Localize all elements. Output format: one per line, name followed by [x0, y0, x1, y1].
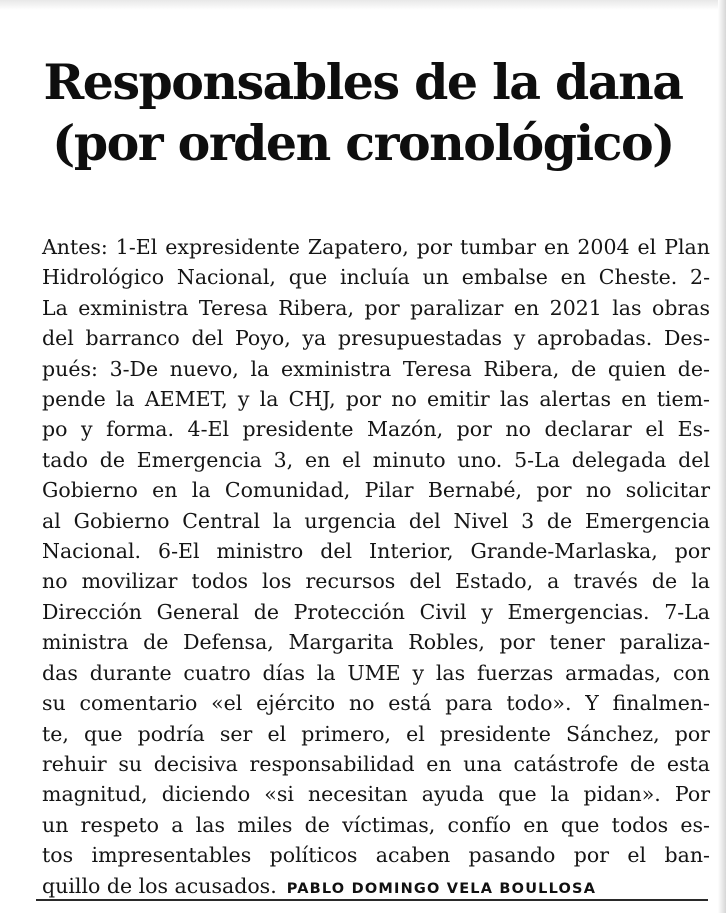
body-line: magnitud, diciendo «si necesitan ayuda que la pidan». Por	[42, 782, 710, 807]
body-line: tado de Emergencia 3, en el minuto uno. 5-La delegada del	[42, 447, 710, 472]
body-line: po y forma. 4-El presidente Mazón, por no declarar el Es-	[42, 417, 710, 442]
body-line: Antes: 1-El expresidente Zapatero, por tumbar en 2004 el Plan	[42, 235, 710, 259]
body-line: un respeto a las miles de víctimas, confío en que todos es-	[42, 812, 710, 837]
body-line: Hidrológico Nacional, que incluía un embalse en Cheste. 2-	[42, 265, 710, 290]
body-line: Dirección General de Protección Civil y Emergencias. 7-La	[42, 599, 710, 624]
body-line: su comentario «el ejército no está para todo». Y finalmen-	[42, 691, 710, 716]
body-line: Nacional. 6-El ministro del Interior, Grande-Marlaska, por	[42, 539, 710, 564]
right-page-edge	[718, 0, 726, 913]
body-line: no movilizar todos los recursos del Estado, a través de la	[42, 569, 710, 594]
body-line: tos impresentables políticos acaben pasando por el ban-	[42, 843, 710, 868]
bottom-rule	[36, 899, 708, 901]
headline-line-2: (por orden cronológico)	[52, 114, 674, 172]
headline	[20, 52, 706, 174]
body-line: rehuir su decisiva responsabilidad en una catástrofe de esta	[42, 751, 710, 776]
top-page-edge	[0, 0, 726, 10]
headline-line-1: Responsables de la dana	[43, 53, 683, 111]
body-line: pués: 3-De nuevo, la exministra Teresa Ribera, de quien de-	[42, 356, 710, 381]
body-line: te, que podría ser el primero, el presidente Sánchez, por	[42, 721, 710, 746]
body-line: Gobierno en la Comunidad, Pilar Bernabé, por no solicitar	[42, 478, 710, 503]
body-line: ministra de Defensa, Margarita Robles, por tener paraliza-	[42, 630, 710, 655]
body-line: al Gobierno Central la urgencia del Nivel 3 de Emergencia	[42, 508, 710, 533]
body-line: pende la AEMET, y la CHJ, por no emitir las alertas en tiem-	[42, 387, 710, 412]
body-line: das durante cuatro días la UME y las fuerzas armadas, con	[42, 660, 710, 685]
body-line: del barranco del Poyo, ya presupuestadas y aprobadas. Des-	[42, 326, 710, 351]
body-line: La exministra Teresa Ribera, por paralizar en 2021 las obras	[42, 295, 710, 320]
author-signature: PABLO DOMINGO VELA BOULLOSA	[286, 880, 597, 897]
body-last-line-text: quillo de los acusados.	[42, 873, 277, 898]
letter-body	[42, 232, 710, 904]
